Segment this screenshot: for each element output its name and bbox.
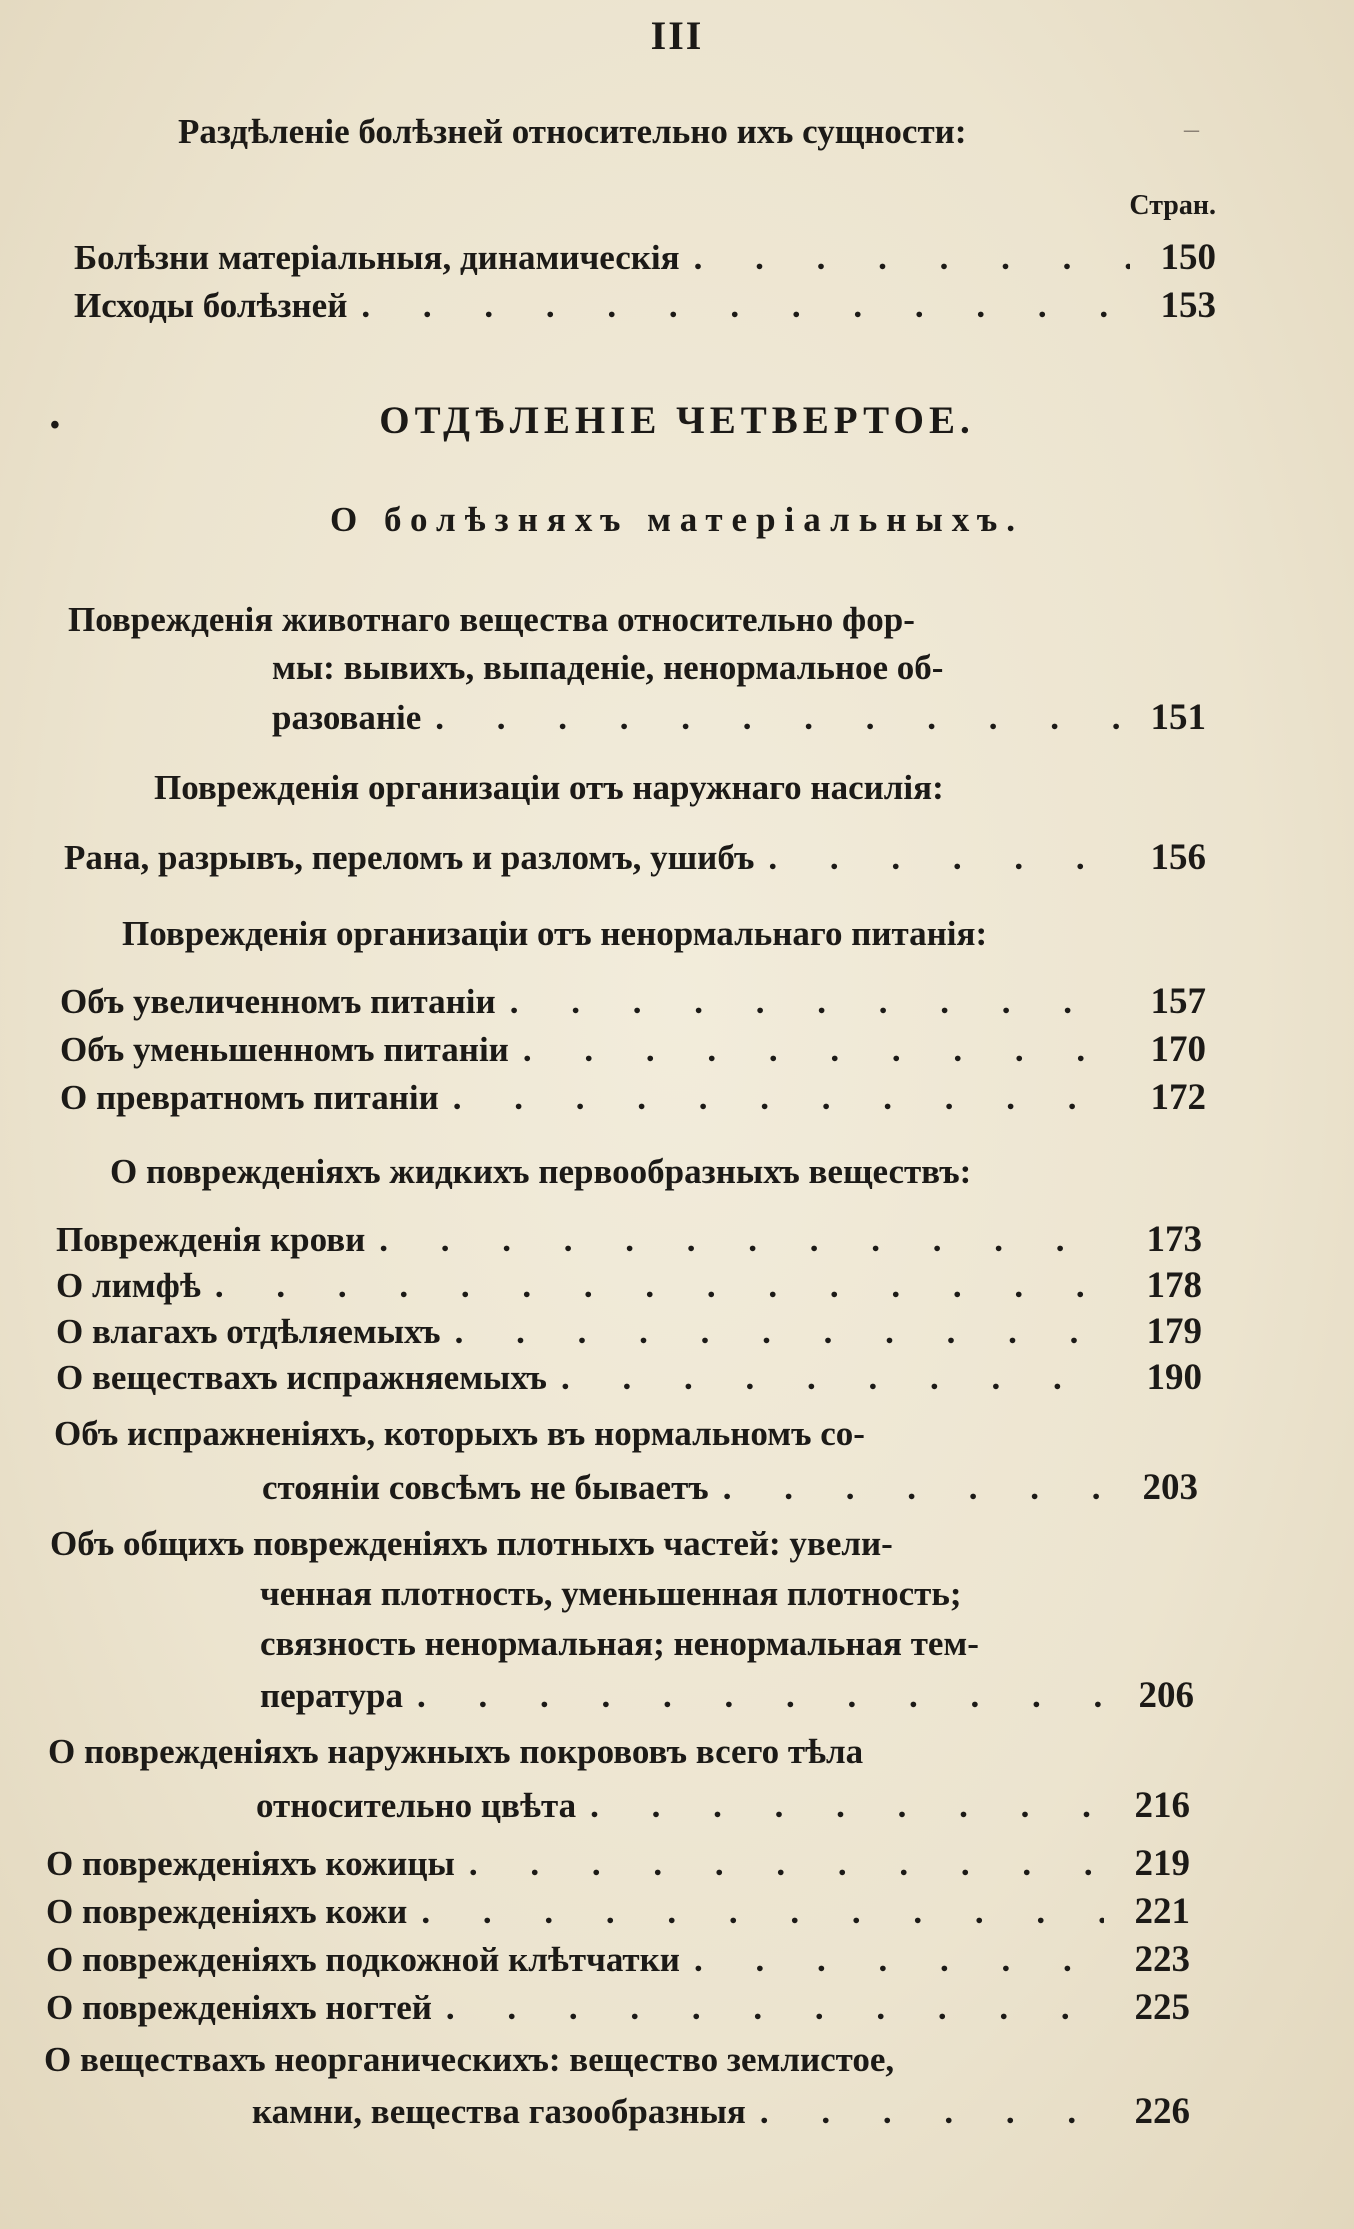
subsection-heading: О поврежденіяхъ жидкихъ первообразныхъ веществъ: [110, 1152, 972, 1191]
leader-dots [407, 1892, 1104, 1932]
toc-entry-title: Исходы болѣзней [74, 286, 348, 325]
toc-entry-title: Рана, разрывъ, переломъ и разломъ, ушибъ [64, 838, 755, 877]
leader-dots [403, 1676, 1108, 1716]
toc-entry-line: ченная плотность, уменьшенная плотность; [260, 1574, 962, 1613]
leader-dots [455, 1844, 1104, 1884]
leader-dots [547, 1358, 1116, 1398]
toc-entry-title: О веществахъ испражняемыхъ [56, 1358, 547, 1397]
toc-entry-line: Объ общихъ поврежденіяхъ плотныхъ частей: увели- [50, 1524, 893, 1563]
toc-entry-title: О поврежденіяхъ кожи [46, 1892, 408, 1931]
toc-entry-title: пература [260, 1676, 403, 1715]
leader-dots [201, 1266, 1116, 1306]
toc-entry-title: О поврежденіяхъ ногтей [46, 1988, 432, 2027]
part-title: ОТДѢЛЕНІЕ ЧЕТВЕРТОЕ. [379, 399, 975, 442]
toc-entry-page: 157 [1150, 981, 1206, 1022]
toc-entry-page: 156 [1150, 837, 1206, 878]
toc-entry-title: Объ уменьшенномъ питаніи [60, 1030, 509, 1069]
toc-entry [60, 1076, 1206, 1122]
toc-entry-page: 150 [1160, 237, 1216, 278]
margin-dash: – [1184, 112, 1199, 145]
toc-entry-title: О поврежденіяхъ подкожной клѣтчатки [46, 1940, 680, 1979]
toc-entry [46, 1938, 1190, 1984]
leader-dots [439, 1078, 1120, 1118]
toc-entry-page: 221 [1134, 1891, 1190, 1932]
toc-entry-line: О поврежденіяхъ наружныхъ покрововъ всего тѣла [48, 1732, 864, 1771]
toc-entry [74, 284, 1216, 330]
toc-entry [272, 696, 1206, 742]
section-heading: Раздѣленіе болѣзней относительно ихъ сущности: [178, 112, 967, 151]
toc-entry-page: 178 [1146, 1265, 1202, 1306]
toc-entry-title: О влагахъ отдѣляемыхъ [56, 1312, 441, 1351]
toc-entry-title: О лимфѣ [56, 1266, 201, 1305]
leader-dots [746, 2092, 1104, 2132]
leader-dots [754, 838, 1120, 878]
toc-entry [260, 1674, 1194, 1720]
toc-entry-title: О превратномъ питаніи [60, 1078, 439, 1117]
toc-entry-page: 216 [1134, 1785, 1190, 1826]
toc-entry-page: 173 [1146, 1219, 1202, 1260]
toc-entry-page: 170 [1150, 1029, 1206, 1070]
subsection-heading: Поврежденія организаціи отъ наружнаго насилія: [154, 768, 944, 807]
toc-entry [256, 1784, 1190, 1830]
toc-entry-line: О веществахъ неорганическихъ: вещество землистое, [44, 2040, 895, 2079]
toc-entry-title: разованіе [272, 698, 422, 737]
toc-entry-page: 151 [1150, 697, 1206, 738]
leader-dots [709, 1468, 1112, 1508]
toc-entry [56, 1218, 1202, 1264]
leader-dots [365, 1220, 1116, 1260]
toc-entry-title: Поврежденія крови [56, 1220, 366, 1259]
toc-entry-page: 203 [1142, 1467, 1198, 1508]
toc-entry-line: связность ненормальная; ненормальная тем- [260, 1624, 979, 1663]
toc-entry-page: 219 [1134, 1843, 1190, 1884]
toc-entry-title: камни, вещества газообразныя [252, 2092, 746, 2131]
toc-entry [56, 1264, 1202, 1310]
leader-dots [680, 1940, 1104, 1980]
toc-entry-page: 172 [1150, 1077, 1206, 1118]
page-column-label: Стран. [1129, 190, 1216, 221]
leader-dots [347, 286, 1130, 326]
toc-entry-title: О поврежденіяхъ кожицы [46, 1844, 455, 1883]
toc-entry-page: 153 [1160, 285, 1216, 326]
toc-entry [60, 1028, 1206, 1074]
toc-entry [56, 1310, 1202, 1356]
subsection-heading: Поврежденія организаціи отъ ненормальнаго питанія: [122, 914, 988, 953]
toc-entry [56, 1356, 1202, 1402]
toc-entry-page: 190 [1146, 1357, 1202, 1398]
leader-dots [496, 982, 1120, 1022]
toc-entry [262, 1466, 1198, 1512]
toc-entry-line: Объ испражненіяхъ, которыхъ въ нормальномъ со- [54, 1414, 865, 1453]
leader-dots [680, 238, 1130, 278]
toc-entry-title: относительно цвѣта [256, 1786, 577, 1825]
leader-dots [421, 698, 1120, 738]
toc-entry-page: 223 [1134, 1939, 1190, 1980]
leader-dots [441, 1312, 1116, 1352]
toc-entry-title: Болѣзни матеріальныя, динамическія [74, 238, 680, 277]
toc-entry-line: Поврежденія животнаго вещества относительно фор- [68, 600, 915, 639]
toc-entry-line: мы: вывихъ, выпаденіе, ненормальное об- [272, 648, 944, 687]
leader-dots [509, 1030, 1120, 1070]
toc-entry [74, 236, 1216, 282]
toc-entry [64, 836, 1206, 882]
toc-entry [252, 2090, 1190, 2136]
toc-entry [46, 1890, 1190, 1936]
toc-entry-page: 225 [1134, 1987, 1190, 2028]
leader-dots [432, 1988, 1104, 2028]
toc-entry-page: 206 [1138, 1675, 1194, 1716]
toc-entry [60, 980, 1206, 1026]
toc-entry-page: 179 [1146, 1311, 1202, 1352]
toc-entry-title: Объ увеличенномъ питаніи [60, 982, 496, 1021]
toc-entry-title: стояніи совсѣмъ не бываетъ [262, 1468, 709, 1507]
part-subtitle: О болѣзняхъ матеріальныхъ. [329, 500, 1025, 539]
toc-entry [46, 1986, 1190, 2032]
toc-entry [46, 1842, 1190, 1888]
page-number: III [650, 13, 704, 58]
margin-dot: • [50, 410, 60, 441]
leader-dots [576, 1786, 1104, 1826]
toc-entry-page: 226 [1134, 2091, 1190, 2132]
